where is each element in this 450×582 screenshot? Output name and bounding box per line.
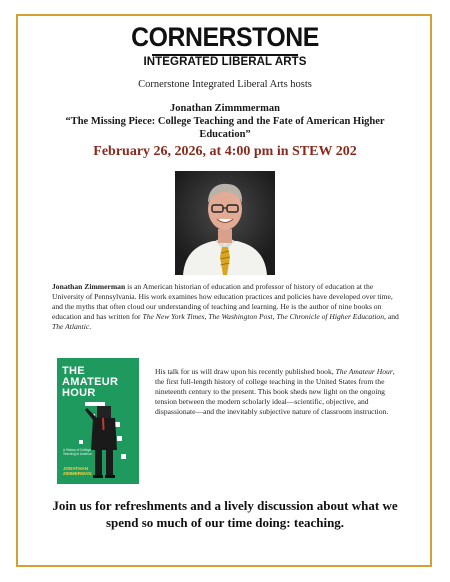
talk-description xyxy=(155,367,395,417)
bio-publication: The Chronicle of Higher Education xyxy=(276,312,385,321)
book-cover-title-line: HOUR xyxy=(62,387,96,399)
bio-separator: , xyxy=(204,312,209,321)
logo-subtitle: INTEGRATED LIBERAL ARTS xyxy=(143,56,307,68)
talk-description-text: His talk for us will draw upon his recently published book, xyxy=(155,367,336,376)
bio-publication: The Washington Post xyxy=(208,312,273,321)
talk-description-book-title: The Amateur Hour xyxy=(335,367,393,376)
event-date-location: February 26, 2026, at 4:00 pm in STEW 202 xyxy=(93,144,357,159)
logo-title: CORNERSTONE xyxy=(131,22,319,52)
bio-publication: The New York Times xyxy=(142,312,205,321)
bio-name: Jonathan Zimmerman xyxy=(52,282,126,291)
talk-title: “The Missing Piece: College Teaching and the Fate of American Higher Education” xyxy=(65,116,385,140)
book-cover-author-line: JONATHAN xyxy=(63,466,89,471)
bio-end: . xyxy=(89,322,92,331)
book-cover-title xyxy=(62,366,136,399)
bio-separator: , and xyxy=(384,312,399,321)
speaker-photo xyxy=(175,171,275,275)
bio-separator: , xyxy=(272,312,277,321)
bio-publication: The Atlantic xyxy=(52,322,90,331)
book-cover-title-line: THE xyxy=(62,365,85,377)
speaker-bio xyxy=(52,282,402,332)
host-line: Cornerstone Integrated Liberal Arts hosts xyxy=(138,79,312,90)
speaker-portrait-illustration xyxy=(175,171,275,275)
book-cover-subtitle: A History of College Teaching in America xyxy=(63,448,92,456)
talk-description-text: , the first full-length history of college teaching in the United States from the nineteenth century to the present. This book sheds new light on the ongoing tension between the modern scholarly ideal—scientific, objective, and dispassionate—and the inevitably subjective nature of classroom instruction. xyxy=(155,367,395,416)
bio-text: is an American historian of education and professor of history of education at the University of Pennsylvania. His work examines how education practices and policies have developed over time, and the myths that often cloud our understanding of teaching and learning. He is the author of nine books on education and has written for xyxy=(52,282,393,321)
book-cover-title-line: AMATEUR xyxy=(62,376,119,388)
book-cover-author-line: ZIMMERMAN xyxy=(63,471,92,476)
call-to-action: Join us for refreshments and a lively discussion about what we spend so much of our time doing: teaching. xyxy=(52,498,398,530)
book-cover-author xyxy=(63,466,113,476)
speaker-name: Jonathan Zimmmerman xyxy=(170,103,280,114)
book-cover xyxy=(57,358,139,484)
